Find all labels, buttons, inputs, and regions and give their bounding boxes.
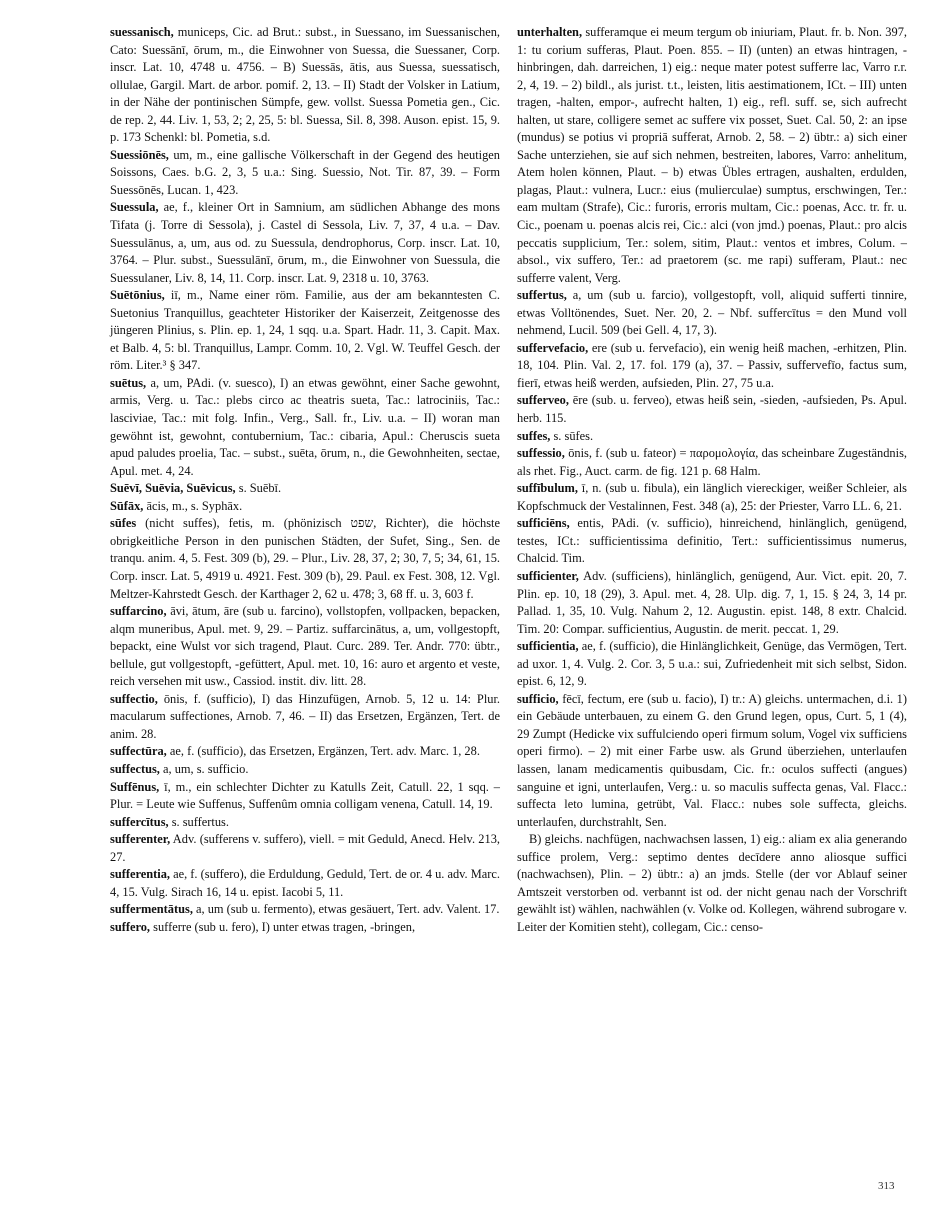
entry-text: B) gleichs. nachfügen, nachwachsen lassen, 1) eig.: aliam ex alia generando suffice prolem, Verg.: septimo dentes decīdere anno aliosque suffici (nachwachsen), Plin. – 2) übtr.: a) an jmds. Stelle (der vor Ablauf seiner Amtszeit verstorben od. verbannt ist od. der nicht genau nach der Vorschrift gewählt ist) wählen, nachwählen (v. Volke od. Kollegen, während subrogare v. Leiter der Komitien steht), collegam, Cic.: censo-	[517, 832, 907, 934]
entry-text: a, um (sub u. farcio), vollgestopft, voll, aliquid sufferti tinnire, etwas Volltönendes, Suet. Ner. 20, 2. – Nbf. suffercītus = den Mund voll nehmend, Lucil. 509 (bei Gell. 4, 17, 3).	[517, 288, 907, 338]
entry-headword: Suessula,	[110, 200, 159, 215]
entry-headword: suffermentātus,	[110, 902, 193, 917]
entry-text: ōnis, f. (sufficio), I) das Hinzufügen, Arnob. 5, 12 u. 14: Plur. macularum suffectiones, Arnob. 7, 46. – II) das Ersetzen, Ergänzen, Tert. de anim. 28.	[110, 691, 500, 741]
dictionary-entry	[110, 147, 500, 200]
left-column	[110, 24, 500, 936]
dictionary-entry	[110, 603, 500, 691]
entry-text: (nicht suffes), fetis, m. (phönizisch שפט, Richter), die höchste obrigkeitliche Person in den punischen Städten, der Sufet, Sing., Sen. de tranqu. anim. 4, 5. Fest. 309 (b), 29. – Plur., Liv. 28, 37, 2; 30, 7, 5; 34, 61, 15. Corp. inscr. Lat. 5, 4919 u. 4921. Fest. 309 (b), 29. Paul. ex Fest. 308, 12. Vgl. Meltzer-Kahrstedt Gesch. der Karthager 2, 62 u. 478; 3, 68 ff. u. 3, 603 f.	[110, 516, 500, 601]
entry-text: ēre (sub. u. ferveo), etwas heiß sein, -sieden, -aufsieden, Ps. Apul. herb. 115.	[517, 393, 907, 426]
dictionary-entry	[517, 480, 907, 515]
right-column	[517, 24, 907, 936]
dictionary-entry	[517, 445, 907, 480]
dictionary-entry	[517, 24, 907, 287]
entry-headword: suffes,	[517, 428, 551, 443]
entry-text: iī, m., Name einer röm. Familie, aus der am bekanntesten C. Suetonius Tranquillus, geachteter Historiker der Kaiserzeit, Zeitgenosse des jüngeren Plinius, s. Plin. ep. 1, 24, 1 sqq. u.a. Spart. Hadr. 11, 3. Capit. Max. et Balb. 4, 5: bl. Tranquillus, Lampr. Comm. 10, 2. Vgl. W. Teuffel Gesch. der röm. Liter.³ § 347.	[110, 288, 500, 373]
entry-headword: sufficiēns,	[517, 516, 570, 531]
entry-headword: suffero,	[110, 919, 151, 934]
page-number: 313	[878, 1180, 895, 1192]
dictionary-entry	[110, 515, 500, 603]
entry-headword: suffectus,	[110, 761, 160, 776]
dictionary-entry	[517, 428, 907, 446]
dictionary-entry	[110, 480, 500, 498]
dictionary-entry	[110, 743, 500, 761]
entry-headword: suffībulum,	[517, 481, 578, 496]
entry-text: s. Suēbī.	[235, 481, 282, 496]
entry-headword: sufferentia,	[110, 867, 170, 882]
dictionary-entry	[110, 375, 500, 480]
dictionary-entry	[110, 814, 500, 832]
entry-text: Adv. (sufferens v. suffero), viell. = mit Geduld, Anecd. Helv. 213, 27.	[110, 832, 500, 864]
entry-headword: Suētōnius,	[110, 288, 165, 303]
entry-text: ae, f. (sufficio), die Hinlänglichkeit, Genüge, das Vermögen, Tert. ad uxor. 1, 4. Vulg. 2. Cor. 3, 5 u.a.: sui, Zufriedenheit mit sich selbst, Sidon. epist. 6, 12, 9.	[517, 639, 907, 689]
dictionary-entry	[517, 831, 907, 936]
entry-text: ere (sub u. fervefacio), ein wenig heiß machen, -erhitzen, Plin. 18, 104. Plin. Val. 2, 17. fol. 179 (a), 37. – Passiv, suffervefīo, factus sum, fierī, etwas heiß werden, aufsieden, Plin. 27, 75 u.a.	[517, 340, 907, 390]
entry-headword: sufficio,	[517, 691, 559, 706]
entry-text: ae, f. (suffero), die Erduldung, Geduld, Tert. de or. 4 u. adv. Marc. 4, 15. Vulg. Sirach 16, 14 u. epist. Iacobi 5, 11.	[110, 867, 500, 899]
dictionary-entry	[110, 691, 500, 744]
entry-headword: sufficientia,	[517, 639, 579, 654]
entry-headword: unterhalten,	[517, 25, 583, 39]
dictionary-entry	[110, 287, 500, 375]
dictionary-entry	[110, 779, 500, 814]
entry-headword: suētus,	[110, 375, 147, 390]
dictionary-entry	[110, 761, 500, 779]
entry-text: sufferre (sub u. fero), I) unter etwas tragen, -bringen,	[150, 919, 416, 934]
dictionary-entry	[110, 919, 500, 937]
entry-text: sufferamque ei meum tergum ob iniuriam, Plaut. fr. b. Non. 397, 1: tu corium sufferas, Plaut. Poen. 855. – II) (unten) an etwas hintragen, -hinbringen, dah. darreichen, 1) eig.: neque mater potest sufferre lac, Varro r.r. 2, 4, 19. – 2) bildl., als jurist. t.t., leisten, litis aestimationem, ICt. – III) unten tragen, -halten, empor-, aufrecht halten, 1) eig., refl. suff. se, sich aufrecht halten, ut stare, colligere semet ac suffere vix posset, Suet. Cal. 50, 2: an ipse (mundus) se potius vi propriā sufferat, Arnob. 2, 58. – 2) übtr.: a) sich einer Sache unterziehen, sie auf sich nehmen, bestreiten, labores, Varro: anhelitum, Atem holen können, Plaut. – b) etwas Übles ertragen, aushalten, erdulden, plagas, Plaut.: vulnera, Lucr.: eius (mulierculae) sumptus, erschwingen, Ter.: eam multam (Strafe), Cic.: furoris, erroris multam, Cic.: poenas, Acc. tr. fr. u. Cic., poenam u. poenas alcis rei, Cic.: alci (von jmd.) poenas, Plaut.: pro alcis peccatis supplicium, Ter.: solem, sitim, Plaut.: ventos et imbres, Colum. – absol., vix suffero, Ter.: ad praetorem (sc. me rapi) sufferam, Plaut.: nec sufferre valent, Verg.	[517, 25, 907, 285]
entry-text: ī, m., ein schlechter Dichter zu Katulls Zeit, Catull. 22, 1 sqq. – Plur. = Leute wie Suffenus, Suffenûm omnia colligam venena, Catull. 14, 19.	[110, 779, 500, 812]
dictionary-entry	[517, 340, 907, 393]
entry-text: ācis, m., s. Syphāx.	[143, 498, 243, 513]
entry-headword: sufficienter,	[517, 568, 579, 583]
entry-text: ae, f. (sufficio), das Ersetzen, Ergänzen, Tert. adv. Marc. 1, 28.	[166, 744, 480, 759]
dictionary-entry	[517, 638, 907, 691]
dictionary-entry	[517, 287, 907, 340]
entry-headword: Suffēnus,	[110, 779, 160, 794]
entry-headword: Sūfāx,	[110, 498, 144, 513]
dictionary-entry	[110, 866, 500, 901]
entry-headword: Suessiōnēs,	[110, 147, 169, 162]
entry-headword: suffectio,	[110, 691, 158, 706]
entry-headword: Suēvī, Suēvia, Suēvicus,	[110, 481, 236, 496]
entry-text: s. sūfes.	[550, 428, 594, 443]
dictionary-entry	[110, 831, 500, 866]
entry-headword: suffertus,	[517, 288, 567, 303]
entry-text: municeps, Cic. ad Brut.: subst., in Suessano, im Suessanischen, Cato: Suessānī, ōrum, m., die Einwohner von Suessa, die Suessaner, Corp. inscr. Lat. 10, 4748 u. 4756. – B) Suessās, ātis, aus Suessa, suessatisch, ollulae, Gargil. Mart. de arbor. pomif. 2, 13. – II) Stadt der Volsker in Latium, in der Nähe der pontinischen Sümpfe, gew. vollst. Suessa Pometia gen., Cic. de rep. 2, 44. Liv. 1, 53, 2; 2, 25, 5: bl. Suessa, Sil. 8, 398. Auson. epist. 15, 9. p. 173 Schenkl: bl. Pometia, s.d.	[110, 25, 500, 145]
entry-headword: suffervefacio,	[517, 340, 589, 355]
entry-headword: suffarcino,	[110, 604, 167, 619]
entry-headword: sufferveo,	[517, 393, 569, 408]
entry-text: a, um (sub u. fermento), etwas gesäuert, Tert. adv. Valent. 17.	[192, 902, 500, 917]
dictionary-entry	[517, 568, 907, 638]
entry-headword: sūfes	[110, 516, 137, 531]
dictionary-entry	[110, 498, 500, 516]
entry-text: ae, f., kleiner Ort in Samnium, am südlichen Abhange des mons Tifata (j. Torre di Sessola), j. Castel di Sessola, Liv. 7, 37, 4 u.a. – Dav. Suessulānus, a, um, aus od. zu Suessula, dendrophorus, Corp. inscr. Lat. 10, 3764. – Plur. subst., Suessulānī, ōrum, m., die Einwohner von Suessula, die Suessulaner, Liv. 8, 14, 11. Corp. inscr. Lat. 9, 2318 u. 10, 3763.	[110, 200, 500, 285]
entry-headword: suessanisch,	[110, 25, 174, 39]
dictionary-entry	[517, 392, 907, 427]
entry-headword: suffectūra,	[110, 744, 167, 759]
entry-headword: sufferenter,	[110, 832, 171, 847]
dictionary-entry	[110, 24, 500, 147]
entry-text: ī, n. (sub u. fibula), ein länglich viereckiger, weißer Schleier, als Kopfschmuck der Vestalinnen, Fest. 348 (a), 25: der Priester, Varro LL. 6, 21.	[517, 481, 907, 513]
dictionary-entry	[517, 691, 907, 831]
entry-text: um, m., eine gallische Völkerschaft in der Gegend des heutigen Soissons, Caes. b.G. 2, 3, 5 u.a.: Sing. Suessio, Not. Tir. 87, 39. – Form Suessōnēs, Lucan. 1, 423.	[110, 147, 500, 197]
entry-headword: suffercītus,	[110, 814, 169, 829]
entry-text: s. suffertus.	[168, 814, 229, 829]
dictionary-entry	[110, 901, 500, 919]
entry-text: a, um, s. sufficio.	[159, 761, 249, 776]
entry-text: a, um, PAdi. (v. suesco), I) an etwas gewöhnt, einer Sache gewohnt, armis, Verg. u. Tac.: plebs circo ac theatris sueta, Tac.: latrociniis, Tac.: lasciviae, Tac.: mit folg. Infin., Verg., Sall. fr., Liv. u.a. – II) woran man gewöhnt ist, gewohnt, contubernium, Tac.: cibaria, Apul.: Cheruscis sueta apud paludes proelia, Tac. – subst., suēta, ōrum, n., die Gewohnheiten, sectae, Apul. met. 4, 24.	[110, 375, 500, 478]
dictionary-entry	[517, 515, 907, 568]
entry-text: ōnis, f. (sub u. fateor) = παρομολογία, das scheinbare Zugeständnis, als rhet. Fig., Auct. carm. de fig. 121 p. 68 Halm.	[517, 446, 907, 478]
entry-text: entis, PAdi. (v. sufficio), hinreichend, hinlänglich, genügend, testes, ICt.: sufficientissima definitio, Tert.: sufficientissimus numerus, Chalcid. Tim.	[517, 516, 907, 566]
entry-text: Adv. (sufficiens), hinlänglich, genügend, Aur. Vict. epit. 20, 7. Plin. ep. 10, 18 (29), 3. Apul. met. 4, 28. Ulp. dig. 7, 1, 15. § 24, 3, 14 pr. Pallad. 1, 35, 10. Vulg. Nahum 2, 12. Augustin. epist. 148, 8 extr. Chalcid. Tim. 20: Compar. sufficientius, Augustin. de merit. peccat. 1, 29.	[517, 568, 907, 636]
entry-text: fēcī, fectum, ere (sub u. facio), I) tr.: A) gleichs. untermachen, d.i. 1) ein Gebäude unterbauen, zu einem G. den Grund legen, opus, Curt. 5, 1 (4), 29 Zumpt (Hedicke vix suffulciendo operi firmum solum, Vogel vix sufficiens operi firmo). – 2) mit einer Farbe usw. als Grund überziehen, unterlaufen lassen, lanam medicamentis quibusdam, Cic. fr.: oculos suffecti (angues) sanguine et igni, unterlaufen, Verg.: u. so maculis suffecta genas, Val. Flacc.: suffecta leto lumina, getrübt, Val. Flacc.: nubes sole suffecta, gleichs. unterlaufen, durchstrahlt, Sen.	[517, 691, 907, 829]
dictionary-entry	[110, 199, 500, 287]
entry-text: āvi, ātum, āre (sub u. farcino), vollstopfen, vollpacken, bepacken, alqm muneribus, Apul. met. 9, 29. – Partiz. suffarcinātus, a, um, vollgestopft, bepackt, eine Wulst vor sich tragend, Plaut. Curc. 289. Ter. Andr. 770: übtr., bellule, gut vollgestopft, -gefüttert, Apul. met. 10, 16: auro et argento et veste, reich versehen mit usw., Cassiod. instit. div. litt. 28.	[110, 604, 500, 689]
entry-headword: suffessio,	[517, 446, 565, 461]
